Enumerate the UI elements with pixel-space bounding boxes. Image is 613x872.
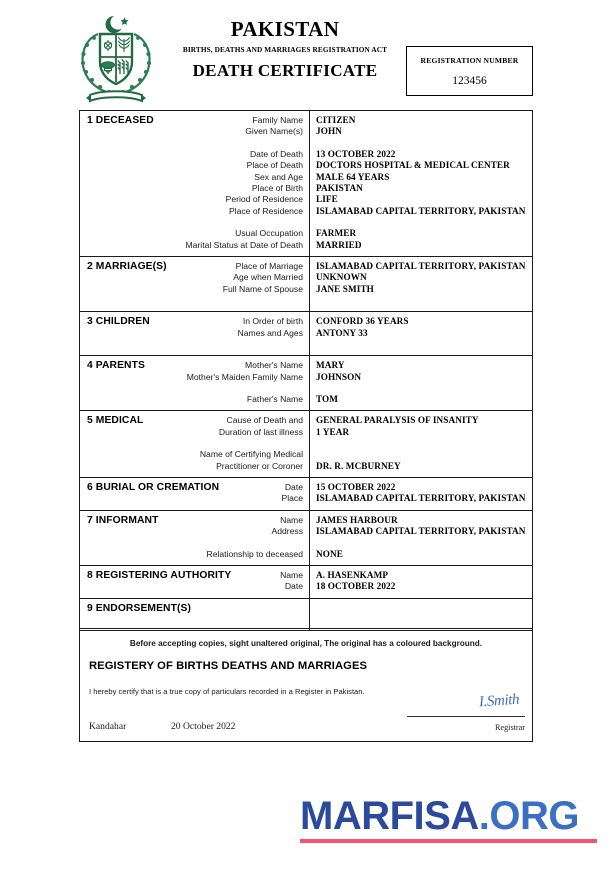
section-6 xyxy=(80,478,532,511)
field-value: NONE xyxy=(316,548,343,559)
field-row xyxy=(80,217,532,228)
field-value: CITIZEN xyxy=(316,115,356,125)
registration-number-box xyxy=(406,46,533,96)
field-value: ISLAMABAD CAPITAL TERRITORY, PAKISTAN xyxy=(316,205,526,216)
field-row xyxy=(80,206,532,217)
registry-heading: REGISTERY OF BIRTHS DEATHS AND MARRIAGES xyxy=(89,660,368,672)
section-7 xyxy=(80,511,532,566)
field-label: Place xyxy=(281,493,303,504)
field-value: ISLAMABAD CAPITAL TERRITORY, PAKISTAN xyxy=(316,493,526,504)
section-title: 5 MEDICAL xyxy=(87,415,144,427)
section-5 xyxy=(80,411,532,478)
field-value: LIFE xyxy=(316,194,338,205)
field-row xyxy=(80,183,532,194)
field-label: Name of Certifying Medical xyxy=(199,449,303,460)
field-value: FARMER xyxy=(316,228,357,239)
copy-warning-text: Before accepting copies, sight unaltered original, The original has a coloured background. xyxy=(129,639,483,648)
registrar-signature: I.Smith xyxy=(478,691,520,711)
field-label: Address xyxy=(271,526,303,537)
section-title: 8 REGISTERING AUTHORITY xyxy=(87,569,232,581)
field-label: Names and Ages xyxy=(237,327,303,338)
section-title: 1 DECEASED xyxy=(87,115,154,126)
field-label: Father's Name xyxy=(246,393,303,404)
field-label: Sex and Age xyxy=(254,171,303,182)
field-row xyxy=(80,538,532,549)
field-row xyxy=(80,160,532,171)
watermark-text-secondary: .ORG xyxy=(478,794,579,838)
field-row xyxy=(80,339,532,350)
certificate-details-table xyxy=(79,110,533,631)
field-label: Cause of Death and xyxy=(226,415,303,426)
field-row xyxy=(80,415,532,426)
field-row xyxy=(80,427,532,438)
field-label: Mother's Name xyxy=(245,360,303,371)
field-row xyxy=(80,126,532,137)
field-value: JANE SMITH xyxy=(316,283,374,294)
field-value: UNKNOWN xyxy=(316,272,367,283)
field-value: GENERAL PARALYSIS OF INSANITY xyxy=(316,415,479,426)
field-row xyxy=(80,172,532,183)
registration-number-value: 123456 xyxy=(452,75,487,87)
field-value: 18 OCTOBER 2022 xyxy=(316,581,396,592)
field-value: 15 OCTOBER 2022 xyxy=(316,481,396,492)
field-label: Date xyxy=(284,481,303,492)
act-subtitle: BIRTHS, DEATHS AND MARRIAGES REGISTRATION ACT xyxy=(182,45,388,55)
field-value: MALE 64 YEARS xyxy=(316,171,390,182)
field-label: Practitioner or Coroner xyxy=(216,460,303,471)
signature-line xyxy=(407,716,525,717)
field-label: Relationship to deceased xyxy=(206,548,303,559)
field-label: Place of Birth xyxy=(251,183,303,194)
field-value: JOHN xyxy=(316,126,342,137)
certify-statement: I hereby certify that is a true copy of particulars recorded in a Register in Pakistan. xyxy=(89,687,365,696)
field-row xyxy=(80,228,532,239)
document-header xyxy=(0,8,613,104)
registration-number-label: REGISTRATION NUMBER xyxy=(420,56,519,65)
field-row xyxy=(80,284,532,295)
section-title: 6 BURIAL OR CREMATION xyxy=(87,481,220,493)
section-2 xyxy=(80,257,532,312)
country-title: PAKISTAN xyxy=(230,17,340,41)
field-label: Name xyxy=(280,569,303,580)
field-row xyxy=(80,138,532,149)
section-8 xyxy=(80,566,532,599)
field-value: TOM xyxy=(316,393,339,404)
field-row xyxy=(80,461,532,472)
field-value: JOHNSON xyxy=(316,371,362,382)
field-value: MARRIED xyxy=(316,239,362,250)
field-value: 13 OCTOBER 2022 xyxy=(316,148,396,159)
section-title: 7 INFORMANT xyxy=(87,514,159,526)
registrar-label: Registrar xyxy=(494,723,525,732)
section-title: 4 PARENTS xyxy=(87,360,145,372)
certification-place: Kandahar xyxy=(89,721,127,732)
watermark-underline xyxy=(300,839,597,843)
field-value: DOCTORS HOSPITAL & MEDICAL CENTER xyxy=(316,160,510,171)
section-title: 3 CHILDREN xyxy=(87,316,150,328)
field-row xyxy=(80,581,532,592)
field-row xyxy=(80,149,532,160)
section-9 xyxy=(80,599,532,631)
field-row xyxy=(80,372,532,383)
field-value: A. HASENKAMP xyxy=(316,569,389,580)
field-label: Given Name(s) xyxy=(245,126,303,137)
section-4 xyxy=(80,356,532,411)
field-value: PAKISTAN xyxy=(316,183,363,194)
title-block xyxy=(170,18,400,81)
field-value: ISLAMABAD CAPITAL TERRITORY, PAKISTAN xyxy=(316,261,526,272)
field-row xyxy=(80,526,532,537)
field-label: Usual Occupation xyxy=(235,228,303,239)
section-1 xyxy=(80,111,532,257)
marfisa-watermark xyxy=(300,796,600,843)
section-rows xyxy=(80,411,532,477)
section-rows xyxy=(80,111,532,256)
field-row xyxy=(80,449,532,460)
field-label: Place of Marriage xyxy=(235,261,303,272)
field-value: MARY xyxy=(316,360,345,371)
field-label: Name xyxy=(280,514,303,525)
field-label: Mother's Maiden Family Name xyxy=(186,371,303,382)
field-value: ANTONY 33 xyxy=(316,327,368,338)
section-3 xyxy=(80,312,532,356)
field-label: Duration of last illness xyxy=(218,426,303,437)
field-row xyxy=(80,328,532,339)
field-label: Age when Married xyxy=(233,272,303,283)
section-rows xyxy=(80,356,532,410)
field-label: Family Name xyxy=(252,115,303,125)
field-label: Date xyxy=(284,581,303,592)
field-label: Place of Death xyxy=(246,160,303,171)
field-row xyxy=(80,493,532,504)
field-label: Marital Status at Date of Death xyxy=(185,239,303,250)
certification-date: 20 October 2022 xyxy=(171,721,236,732)
section-title: 2 MARRIAGE(S) xyxy=(87,261,167,273)
field-value: JAMES HARBOUR xyxy=(316,514,398,525)
field-label: Full Name of Spouse xyxy=(222,283,303,294)
field-label: Place of Residence xyxy=(228,205,303,216)
document-title: DEATH CERTIFICATE xyxy=(192,61,378,81)
section-title: 9 ENDORSEMENT(S) xyxy=(87,602,192,614)
field-row xyxy=(80,240,532,251)
watermark-text-primary: MARFISA xyxy=(300,794,479,838)
pakistan-coat-of-arms-icon xyxy=(68,12,164,108)
field-label: In Order of birth xyxy=(242,316,303,327)
field-row xyxy=(80,549,532,560)
field-value: ISLAMABAD CAPITAL TERRITORY, PAKISTAN xyxy=(316,526,526,537)
field-row xyxy=(80,438,532,449)
field-row xyxy=(80,360,532,371)
field-row xyxy=(80,394,532,405)
certification-block xyxy=(79,628,533,742)
field-row xyxy=(80,383,532,394)
field-row xyxy=(80,295,532,306)
field-row xyxy=(80,272,532,283)
field-row xyxy=(80,194,532,205)
watermark-text xyxy=(300,796,600,836)
field-value: DR. R. MCBURNEY xyxy=(316,460,401,471)
field-label: Period of Residence xyxy=(225,194,303,205)
field-label: Date of Death xyxy=(249,148,303,159)
field-value: CONFORD 36 YEARS xyxy=(316,316,409,327)
field-value: 1 YEAR xyxy=(316,426,350,437)
